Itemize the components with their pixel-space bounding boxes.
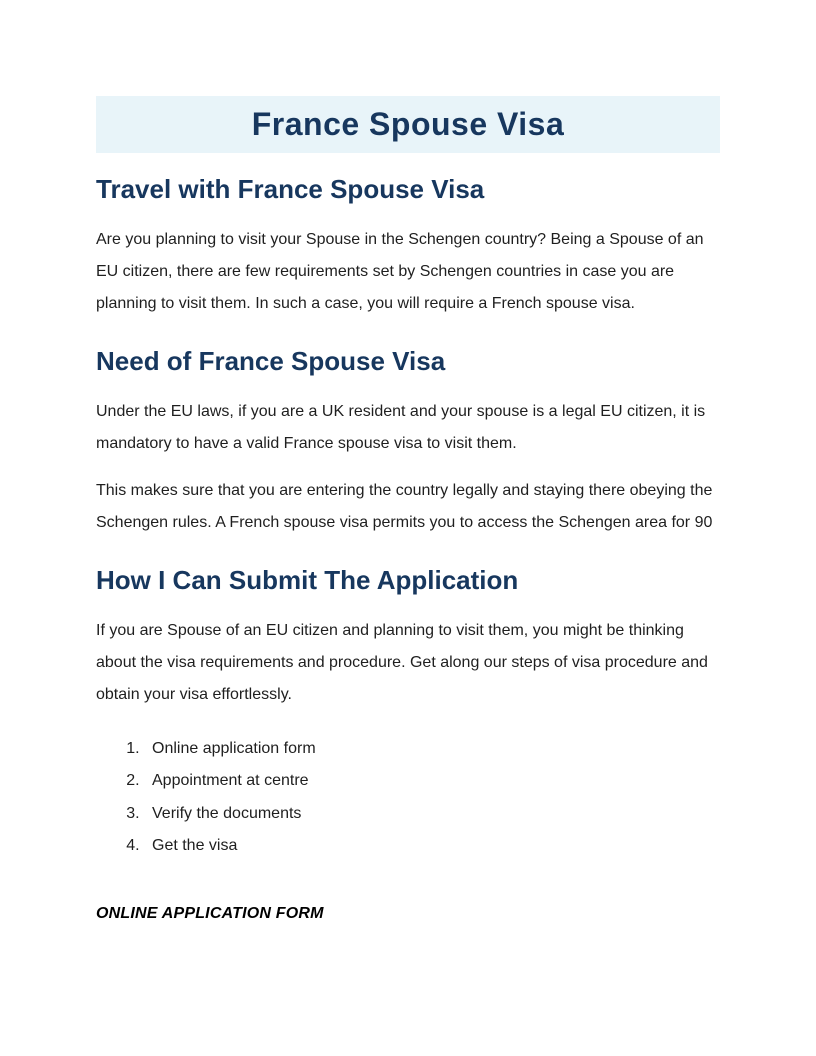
section-heading-travel: Travel with France Spouse Visa	[96, 174, 485, 204]
list-item-step-2: 2. Appointment at centre	[144, 765, 720, 797]
subheading-online-application-form: ONLINE APPLICATION FORM	[96, 904, 324, 922]
section-heading-need: Need of France Spouse Visa	[96, 346, 446, 376]
list-item-step-4: 4. Get the visa	[144, 830, 720, 862]
paragraph-need-2: This makes sure that you are entering the country legally and staying there obeying the Schengen rules. A French spouse visa permits you to access the Schengen area for 90	[96, 482, 713, 531]
list-item-step-3: 3. Verify the documents	[144, 798, 720, 830]
document-title-banner: France Spouse Visa	[96, 96, 720, 153]
paragraph-need-1: Under the EU laws, if you are a UK resident and your spouse is a legal EU citizen, it is mandatory to have a valid France spouse visa to visit them.	[96, 403, 706, 452]
section-heading-submit: How I Can Submit The Application	[96, 565, 519, 595]
paragraph-travel-intro: Are you planning to visit your Spouse in the Schengen country? Being a Spouse of an EU citizen, there are few requirements set by Schengen countries in case you are planning to visit them. In such a case, you will require a French spouse visa.	[96, 231, 704, 312]
paragraph-submit-intro: If you are Spouse of an EU citizen and planning to visit them, you might be thinking about the visa requirements and procedure. Get along our steps of visa procedure and obtain your visa effortlessly.	[96, 622, 708, 703]
list-item-step-1: 1. Online application form	[144, 733, 720, 765]
visa-steps-list	[96, 733, 720, 863]
